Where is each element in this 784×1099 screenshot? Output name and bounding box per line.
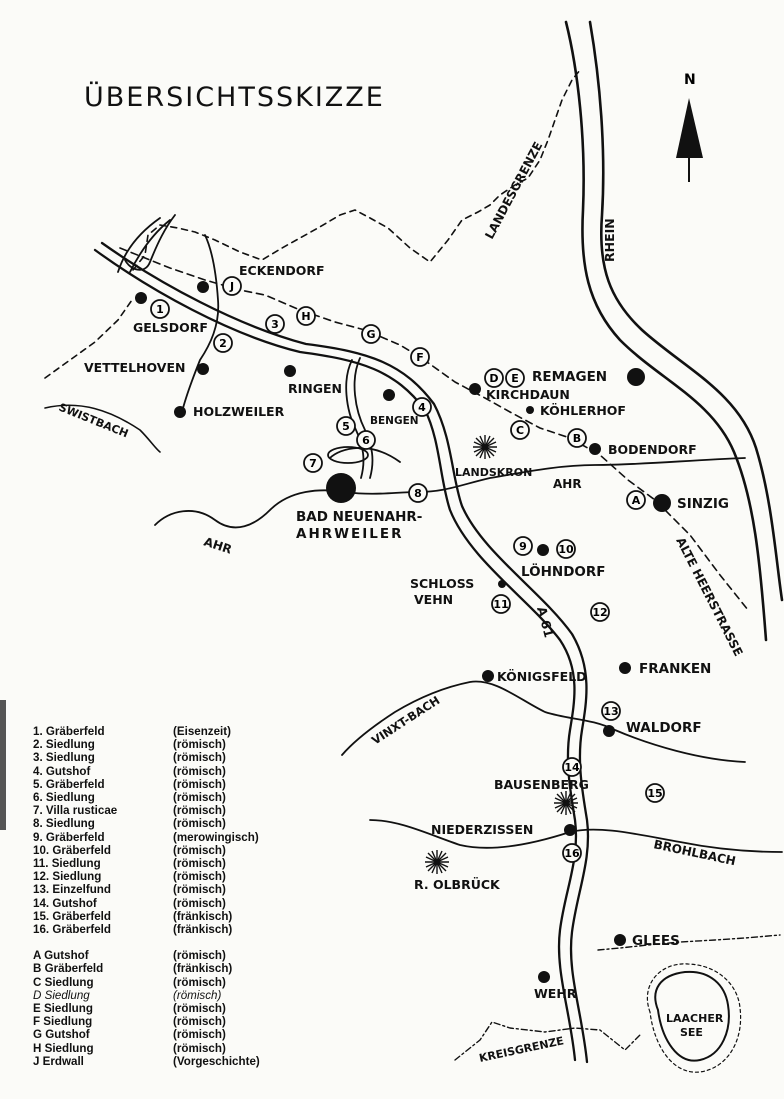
legend-row	[33, 1002, 260, 1015]
label-brohlbach: BROHLBACH	[652, 837, 738, 869]
legend-site-label: G Gutshof	[33, 1028, 90, 1042]
legend-period: (römisch)	[173, 1041, 226, 1055]
svg-text:6: 6	[362, 434, 370, 447]
marker-H	[297, 307, 315, 325]
svg-text:10: 10	[558, 543, 574, 556]
olbrueck-hill-icon	[425, 850, 449, 874]
dot-glees	[614, 934, 626, 946]
label-a61: A 61	[534, 604, 557, 640]
legend-site-label: 14. Gutshof	[33, 896, 97, 910]
label-landesgrenze: LANDESGRENZE	[482, 139, 546, 242]
legend-period: (römisch)	[173, 870, 226, 884]
legend-row	[33, 804, 260, 817]
marker-11	[492, 595, 510, 613]
label-sinzig: SINZIG	[677, 496, 729, 512]
label-ringen: RINGEN	[288, 381, 342, 396]
marker-D	[485, 369, 503, 387]
legend-period: (römisch)	[173, 777, 226, 791]
label-franken: FRANKEN	[639, 661, 712, 677]
legend-period: (fränkisch)	[173, 923, 233, 937]
landskron-hill-icon	[473, 435, 497, 459]
marker-E	[506, 369, 524, 387]
label-schloss-2: VEHN	[414, 592, 454, 607]
marker-C	[511, 421, 529, 439]
svg-text:B: B	[572, 432, 582, 445]
rhein-east-bank	[590, 22, 782, 600]
label-bodendorf: BODENDORF	[608, 442, 697, 457]
svg-text:3: 3	[271, 318, 279, 331]
marker-14	[563, 758, 581, 776]
legend-row	[33, 897, 260, 910]
legend-period: (römisch)	[173, 843, 226, 857]
label-niederzissen: NIEDERZISSEN	[431, 822, 534, 837]
dot-wehr	[538, 971, 550, 983]
label-kirchdaun: KIRCHDAUN	[486, 387, 570, 402]
label-ahr-east: AHR	[553, 477, 582, 491]
legend-period: (Vorgeschichte)	[173, 1054, 260, 1068]
marker-B	[568, 429, 586, 447]
legend-row	[33, 738, 260, 751]
legend-period: (Eisenzeit)	[173, 725, 231, 738]
dot-bengen	[383, 389, 395, 401]
legend-period: (römisch)	[173, 896, 226, 910]
dot-eckendorf	[197, 281, 209, 293]
legend-site-label: 11. Siedlung	[33, 857, 101, 871]
marker-15	[646, 784, 664, 802]
dot-badneuenahr	[326, 473, 356, 503]
marker-7	[304, 454, 322, 472]
label-glees: GLEES	[632, 933, 680, 949]
legend-site-label: 8. Siedlung	[33, 817, 95, 831]
legend-site-label: B Gräberfeld	[33, 962, 104, 976]
svg-text:E: E	[511, 372, 519, 385]
legend-row	[33, 778, 260, 791]
legend-site-label: 15. Gräberfeld	[33, 909, 111, 923]
legend-row	[33, 751, 260, 764]
legend-period: (römisch)	[173, 804, 226, 818]
marker-13	[602, 702, 620, 720]
label-badneuenahr-2: AHRWEILER	[296, 526, 404, 542]
label-eckendorf: ECKENDORF	[239, 263, 325, 278]
dot-vettelhoven	[197, 363, 209, 375]
marker-8	[409, 484, 427, 502]
legend-site-label: E Siedlung	[33, 1002, 93, 1016]
legend-row	[33, 989, 260, 1002]
legend-row	[33, 1042, 260, 1055]
bausenberg-hill-icon	[554, 791, 578, 815]
legend-period: (römisch)	[173, 975, 226, 989]
legend-gap	[33, 936, 260, 949]
legend-period: (römisch)	[173, 738, 226, 752]
dot-franken	[619, 662, 631, 674]
label-waldorf: WALDORF	[626, 720, 702, 736]
label-koenigsfeld: KÖNIGSFELD	[497, 669, 587, 684]
legend-period: (römisch)	[173, 791, 226, 805]
svg-text:7: 7	[309, 457, 317, 470]
label-laacher-1: LAACHER	[666, 1012, 724, 1025]
legend-period: (römisch)	[173, 1028, 226, 1042]
label-landskron: LANDSKRON	[455, 466, 533, 479]
svg-text:12: 12	[592, 606, 608, 619]
dot-ringen	[284, 365, 296, 377]
legend-row	[33, 1015, 260, 1028]
interchange-roads	[118, 215, 175, 272]
legend-row	[33, 962, 260, 975]
marker-F	[411, 348, 429, 366]
binding-edge	[0, 700, 6, 830]
label-kreisgrenze: KREISGRENZE	[477, 1034, 565, 1065]
svg-text:C: C	[515, 424, 525, 437]
legend-site-label: 7. Villa rusticae	[33, 804, 118, 818]
legend-site-label: 12. Siedlung	[33, 870, 102, 884]
legend-site-label: D Siedlung	[33, 988, 90, 1002]
label-olbrueck: R. OLBRÜCK	[414, 877, 500, 892]
svg-text:F: F	[416, 351, 424, 364]
svg-text:15: 15	[647, 787, 663, 800]
svg-text:9: 9	[519, 540, 527, 553]
legend-row	[33, 817, 260, 830]
legend-period: (römisch)	[173, 751, 226, 765]
label-vinxtbach: VINXT-BACH	[369, 693, 443, 748]
legend-row	[33, 765, 260, 778]
legend-site-label: 13. Einzelfund	[33, 883, 111, 897]
marker-A	[627, 491, 645, 509]
legend-row	[33, 923, 260, 936]
marker-J	[223, 277, 241, 295]
legend-site-label: 1. Gräberfeld	[33, 725, 105, 738]
dot-koenigsfeld	[482, 670, 494, 682]
legend-period: (römisch)	[173, 817, 226, 831]
north-arrow	[676, 72, 703, 182]
marker-4	[413, 398, 431, 416]
legend-period: (fränkisch)	[173, 909, 233, 923]
map-title: ÜBERSICHTSSKIZZE	[84, 82, 385, 113]
dot-waldorf	[603, 725, 615, 737]
legend-site-label: 4. Gutshof	[33, 764, 91, 778]
legend-period: (römisch)	[173, 949, 226, 963]
legend-site-label: F Siedlung	[33, 1015, 93, 1029]
legend-row	[33, 1028, 260, 1041]
legend-row	[33, 1055, 260, 1068]
legend-site-label: 5. Gräberfeld	[33, 777, 105, 791]
label-heerstrasse: ALTE HEERSTRASSE	[673, 535, 746, 659]
svg-text:D: D	[489, 372, 499, 385]
svg-text:5: 5	[342, 420, 350, 433]
svg-text:2: 2	[219, 337, 227, 350]
dot-schloss	[498, 580, 506, 588]
legend-row	[33, 725, 260, 738]
legend-period: (römisch)	[173, 764, 226, 778]
legend-site-label: 2. Siedlung	[33, 738, 95, 752]
label-loehndorf: LÖHNDORF	[521, 564, 606, 580]
svg-text:A: A	[631, 494, 641, 507]
svg-text:11: 11	[493, 598, 509, 611]
marker-6	[357, 431, 375, 449]
legend-period: (römisch)	[173, 1002, 226, 1016]
label-holzweiler: HOLZWEILER	[193, 404, 285, 419]
legend-row	[33, 844, 260, 857]
legend-period: (merowingisch)	[173, 830, 259, 844]
legend-row	[33, 949, 260, 962]
dot-bodendorf	[589, 443, 601, 455]
legend-site-label: 16. Gräberfeld	[33, 923, 111, 937]
svg-text:14: 14	[564, 761, 580, 774]
label-wehr: WEHR	[534, 986, 577, 1001]
legend-period: (römisch)	[173, 883, 226, 897]
dot-niederzissen	[564, 824, 576, 836]
marker-12	[591, 603, 609, 621]
legend-site-label: A Gutshof	[33, 949, 89, 963]
marker-16	[563, 844, 581, 862]
label-ahr-west: AHR	[202, 534, 234, 557]
dot-gelsdorf	[135, 292, 147, 304]
svg-text:8: 8	[414, 487, 422, 500]
dot-loehndorf	[537, 544, 549, 556]
label-bausenberg: BAUSENBERG	[494, 777, 589, 792]
label-vettelhoven: VETTELHOVEN	[84, 360, 186, 375]
legend-period: (römisch)	[173, 988, 222, 1002]
svg-text:G: G	[366, 328, 376, 341]
legend-site-label: H Siedlung	[33, 1041, 94, 1055]
legend-period: (römisch)	[173, 857, 226, 871]
dot-kirchdaun	[469, 383, 481, 395]
svg-text:4: 4	[418, 401, 426, 414]
legend-site-label: J Erdwall	[33, 1054, 84, 1068]
label-rhein: RHEIN	[602, 218, 617, 262]
heerstrasse-route	[120, 248, 748, 610]
label-badneuenahr-1: BAD NEUENAHR-	[296, 509, 423, 525]
marker-5	[337, 417, 355, 435]
label-remagen: REMAGEN	[532, 369, 608, 385]
legend-site-label: 3. Siedlung	[33, 751, 95, 765]
legend-site-label: 10. Gräberfeld	[33, 843, 111, 857]
dot-koehlerhof	[526, 406, 534, 414]
legend-row	[33, 883, 260, 896]
legend-row	[33, 910, 260, 923]
legend-row	[33, 791, 260, 804]
svg-text:J: J	[229, 280, 235, 293]
legend-period: (fränkisch)	[173, 962, 233, 976]
legend-row	[33, 870, 260, 883]
legend-row	[33, 831, 260, 844]
label-laacher-2: SEE	[680, 1026, 703, 1039]
legend-site-label: C Siedlung	[33, 975, 94, 989]
marker-9	[514, 537, 532, 555]
north-label: N	[684, 72, 696, 88]
legend-row	[33, 857, 260, 870]
legend-site-label: 9. Gräberfeld	[33, 830, 105, 844]
svg-text:13: 13	[603, 705, 619, 718]
marker-1	[151, 300, 169, 318]
marker-G	[362, 325, 380, 343]
label-schloss-1: SCHLOSS	[410, 576, 475, 591]
marker-10	[557, 540, 575, 558]
label-koehlerhof: KÖHLERHOF	[540, 403, 626, 418]
marker-3	[266, 315, 284, 333]
legend-row	[33, 976, 260, 989]
label-bengen: BENGEN	[370, 415, 419, 427]
svg-text:H: H	[301, 310, 311, 323]
rhein-west-bank	[566, 22, 766, 640]
legend	[33, 725, 260, 1068]
dot-holzweiler	[174, 406, 186, 418]
legend-period: (römisch)	[173, 1015, 226, 1029]
label-gelsdorf: GELSDORF	[133, 320, 208, 335]
marker-2	[214, 334, 232, 352]
svg-text:16: 16	[564, 847, 580, 860]
dot-remagen	[627, 368, 645, 386]
svg-text:1: 1	[156, 303, 164, 316]
label-swistbach: SWISTBACH	[56, 400, 131, 441]
ahr-river	[155, 458, 745, 527]
legend-site-label: 6. Siedlung	[33, 791, 95, 805]
dot-sinzig	[653, 494, 671, 512]
